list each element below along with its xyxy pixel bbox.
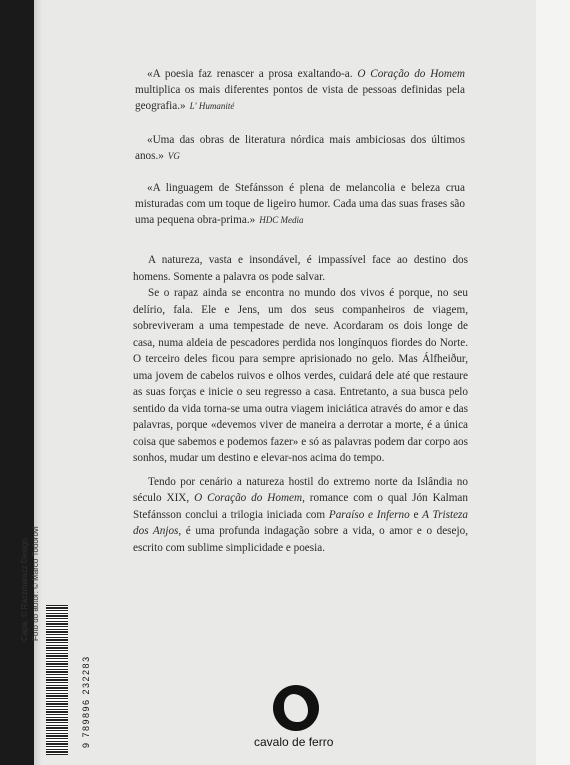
- publisher-logo-icon: [273, 685, 319, 731]
- quote-text: «A linguagem de Stefánsson é plena de melancolia e beleza crua misturadas com um toque de ligeiro humor. Cada uma das suas frases são uma pequena obra-prima.»: [135, 182, 465, 226]
- synopsis-paragraph-2: Se o rapaz ainda se encontra no mundo dos vivos é porque, no seu delírio, fala. Ele e Jens, um dos seus companheiros de viagem, sobreviveram a uma tempestade de neve. Acordaram os dois longe de casa, numa aldeia de pescadores perdida nos longínquos fiordes do Norte. O terceiro deles ficou para sempre aprisionado no gelo. Mas Álfheiður, uma jovem de cabelos ruivos e olhos verdes, cuidará dele até que restaure as suas forças e inicie o seu regresso a casa. Entretanto, a sua busca pelo sentido da vida torna-se uma outra viagem iniciática através do amor e das palavras, porque «devemos viver de maneira a derrotar a morte, é a única coisa que sabemos e podemos fazer» e só as palavras podem dar corpo aos sonhos, mudar um destino e elevar-nos acima do tempo.: [133, 287, 468, 464]
- barcode: [36, 585, 91, 755]
- synopsis: [133, 252, 468, 556]
- horse-head-icon: [284, 694, 308, 722]
- synopsis-paragraph-1: A natureza, vasta e insondável, é impassível face ao destino dos homens. Somente a palavra os pode salvar.: [133, 254, 468, 283]
- page-edge: [536, 0, 570, 765]
- publisher-name: cavalo de ferro: [254, 735, 334, 749]
- synopsis-text: e: [409, 508, 423, 521]
- quote-source: L' Humanité: [189, 101, 235, 111]
- credit-line-design: Capa: © Razzmatazz Design: [20, 538, 29, 641]
- quote-source: HDC Media: [259, 215, 304, 225]
- synopsis-text: , é uma profunda indagação sobre a vida, o amor e o desejo, escrito com sublime simplicidade e poesia.: [133, 525, 469, 554]
- quote-text: «Uma das obras de literatura nórdica mais ambiciosas dos últimos anos.»: [135, 134, 465, 162]
- book-title: A Tristeza dos Anjos: [133, 508, 468, 537]
- book-title: O Coração do Homem: [194, 492, 303, 504]
- book-title: Paraíso e Inferno: [328, 508, 410, 521]
- synopsis-text: Tendo por cenário a natureza hostil do extremo norte da Islândia no século XIX,: [133, 475, 468, 504]
- review-quote-3: [135, 180, 465, 228]
- review-quote-2: [135, 132, 465, 164]
- review-quote-1: [135, 66, 465, 114]
- quote-source: VG: [167, 151, 180, 161]
- barcode-digits: 9 789896 232283: [81, 655, 91, 748]
- quote-title: O Coração do Homem: [357, 68, 465, 80]
- synopsis-text: , romance com o qual Jón Kalman Stefánsson conclui a trilogia iniciada com: [133, 492, 468, 521]
- synopsis-paragraph-3: [133, 474, 468, 557]
- credit-line-photo: Foto do autor: © Marco Todorovi: [31, 526, 40, 641]
- barcode-bars: [46, 605, 68, 755]
- quote-text: «A poesia faz renascer a prosa exaltando-a.: [147, 68, 358, 80]
- quote-text: multiplica os mais diferentes pontos de vista de pessoas definidas pela geografia.»: [135, 84, 465, 112]
